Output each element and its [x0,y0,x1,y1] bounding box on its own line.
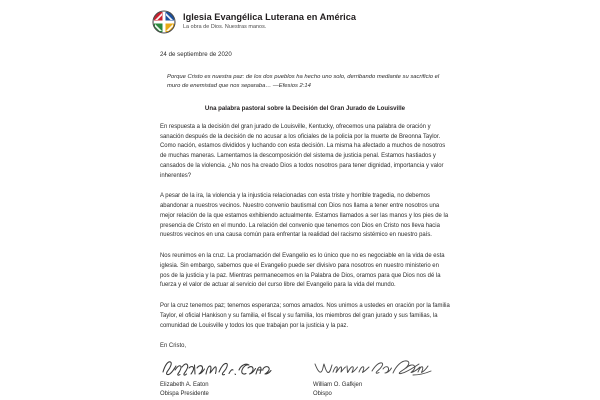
epigraph-text: Porque Cristo es nuestra paz: de los dos pueblos ha hecho uno solo, derribando mediante su sacrificio el muro de enemistad que nos separaba… [167,74,440,90]
scripture-epigraph [160,73,450,92]
epigraph-citation: —Efesios 2:14 [272,83,311,90]
letter-date: 24 de septiembre de 2020 [160,51,232,58]
letter-closing: En Cristo, [160,343,187,350]
signature-block [305,357,450,399]
signature-section [160,357,450,399]
signatory-title: Obispo [313,391,332,398]
letter-content [0,51,600,399]
signatory-name: William O. Gafkjen [313,382,363,389]
organization-name: Iglesia Evangélica Luterana en América [183,12,357,22]
body-paragraph: Nos reunimos en la cruz. La proclamación del Evangelio es lo único que no es negociable en la vida de esta iglesia. Sin embargo, sabemos que el Evangelio puede ser divisivo para nosotros en nuestro ministerio en pos de la justicia y la paz. Mientras permanecemos en la Palabra de Dios, oramos para que Dios nos dé la fuerza y el valor de actuar al servicio del curso libre del Evangelio para la vida del mundo. [160,253,445,289]
body-paragraph: A pesar de la ira, la violencia y la injusticia relacionadas con esta triste y horrible tragedia, no debemos abandonar a nuestros vecinos. Nuestro convenio bautismal con Dios nos llama a tener entre nosotros una mejor relación de la que estamos exhibiendo actualmente. Estamos llamados a ser las manos y los pies de la presencia de Cristo en el mundo. La relación del convenio que tenemos con Dios en Cristo nos lleva hacia nuestros vecinos en una causa común para enfrentar la realidad del racismo sistémico en nuestro país. [160,193,449,239]
letterhead [0,0,600,34]
brand-text [183,13,356,30]
handwritten-signature-icon [160,357,305,379]
organization-tagline: La obra de Dios. Nuestras manos. [183,23,267,30]
elca-cross-emblem-icon [152,10,176,34]
signature-block [160,357,305,399]
body-paragraph: En respuesta a la decisión del gran jurado de Louisville, Kentucky, ofrecemos una palabra de oración y sanación después de la decisión de no acusar a los oficiales de la policía por la muerte de Breonna Taylor. Como nación, estamos divididos y luchando con esta decisión. La misma ha afectado a muchos de nosotros de muchas maneras. Lamentamos la descomposición del sistema de justicia penal. Estamos hastiados y cansados de la violencia. ¿No nos ha creado Dios a todos nosotros para tener dignidad, importancia y valor inherentes? [160,123,446,179]
signatory-name: Elizabeth A. Eaton [160,382,209,389]
handwritten-signature-icon [313,357,450,379]
page-title: Una palabra pastoral sobre la Decisión del Gran Jurado de Louisville [204,104,406,112]
signatory-title: Obispa Presidente [160,391,209,398]
body-paragraph: Por la cruz tenemos paz; tenemos esperanza; somos amados. Nos unimos a ustedes en oración por la familia Taylor, el oficial Hankison y su familia, el fiscal y su familia, los miembros del gran jurado y sus familias, la comunidad de Louisville y todos los que trabajan por la justicia y la paz. [160,303,450,329]
